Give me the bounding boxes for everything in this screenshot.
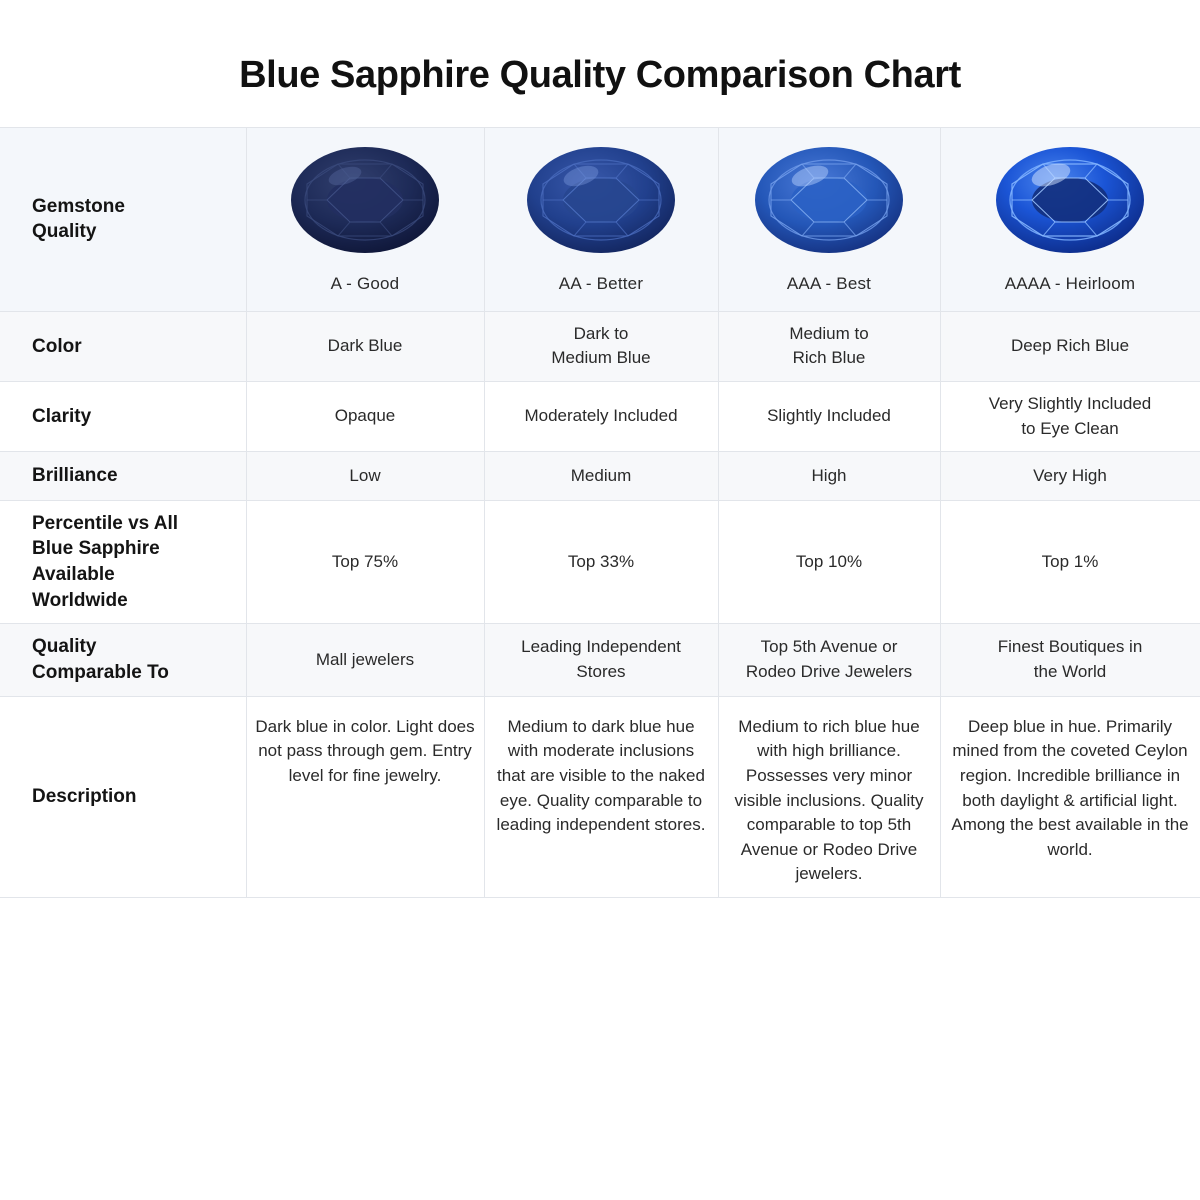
cell-brilliance-a: Low: [246, 452, 484, 501]
quality-comparable-label-line2: Comparable To: [32, 661, 169, 683]
gem-label-aaa: AAA - Best: [786, 274, 872, 293]
gem-cell-aaaa: [940, 128, 1200, 312]
cell-comparable-aaaa-line1: Finest Boutiques in: [997, 637, 1143, 657]
row-label-brilliance: Brilliance: [0, 452, 246, 501]
row-label-description: Description: [0, 696, 246, 897]
cell-percentile-aa: Top 33%: [484, 500, 718, 624]
cell-comparable-aa-line1: Leading Independent: [521, 637, 681, 657]
cell-comparable-aa-line2: Stores: [576, 661, 626, 681]
table-row-quality-comparable: [0, 624, 1200, 696]
cell-comparable-aa: [484, 624, 718, 696]
cell-percentile-aaaa: Top 1%: [940, 500, 1200, 624]
oval-sapphire-a-icon: [290, 146, 440, 254]
row-label-gemstone-quality: [0, 128, 246, 312]
gemstone-quality-label-line2: Quality: [32, 221, 97, 243]
cell-clarity-aaa: Slightly Included: [718, 381, 940, 451]
gem-label-a: A - Good: [330, 274, 400, 293]
gemstone-quality-label-line1: Gemstone: [32, 195, 125, 217]
gem-label-aaaa: AAAA - Heirloom: [1004, 274, 1136, 293]
cell-clarity-aaaa-line1: Very Slightly Included: [988, 393, 1152, 413]
cell-color-aaa-line2: Rich Blue: [792, 348, 866, 368]
cell-clarity-a: Opaque: [246, 381, 484, 451]
table-row-percentile: [0, 500, 1200, 624]
cell-brilliance-aaaa: Very High: [940, 452, 1200, 501]
cell-color-aa-line1: Dark to: [573, 323, 629, 343]
cell-color-aa: [484, 311, 718, 381]
gem-cell-aaa: [718, 128, 940, 312]
cell-description-aaaa: Deep blue in hue. Primarily mined from the coveted Ceylon region. Incredible brilliance in both daylight & artificial light. Among the best available in the world.: [940, 696, 1200, 897]
row-label-percentile: [0, 500, 246, 624]
cell-comparable-aaaa-line2: the World: [1033, 661, 1107, 681]
table-row-brilliance: [0, 452, 1200, 501]
page-title: Blue Sapphire Quality Comparison Chart: [239, 54, 961, 96]
table-row-gemstone-quality: [0, 128, 1200, 312]
gem-cell-a: [246, 128, 484, 312]
cell-color-aa-line2: Medium Blue: [551, 348, 651, 368]
cell-percentile-a: Top 75%: [246, 500, 484, 624]
quality-comparable-label-line1: Quality: [32, 636, 97, 658]
cell-color-aaaa: Deep Rich Blue: [940, 311, 1200, 381]
row-label-color: Color: [0, 311, 246, 381]
row-label-clarity: Clarity: [0, 381, 246, 451]
cell-brilliance-aa: Medium: [484, 452, 718, 501]
cell-comparable-aaa-line2: Rodeo Drive Jewelers: [745, 661, 913, 681]
cell-color-aaa: [718, 311, 940, 381]
row-label-quality-comparable: [0, 624, 246, 696]
table-row-description: [0, 696, 1200, 897]
cell-clarity-aaaa: [940, 381, 1200, 451]
cell-comparable-aaaa: [940, 624, 1200, 696]
oval-sapphire-aaaa-icon: [995, 146, 1145, 254]
cell-color-a: Dark Blue: [246, 311, 484, 381]
oval-sapphire-aaa-icon: [754, 146, 904, 254]
cell-percentile-aaa: Top 10%: [718, 500, 940, 624]
percentile-label-line2: Blue Sapphire: [32, 538, 160, 560]
gem-label-aa: AA - Better: [558, 274, 644, 293]
percentile-label-line1: Percentile vs All: [32, 512, 179, 534]
cell-comparable-aaa-line1: Top 5th Avenue or: [760, 637, 898, 657]
cell-clarity-aaaa-line2: to Eye Clean: [1021, 418, 1119, 438]
cell-color-aaa-line1: Medium to: [789, 323, 869, 343]
cell-clarity-aa: Moderately Included: [484, 381, 718, 451]
percentile-label-line3: Available: [32, 564, 115, 586]
gem-cell-aa: [484, 128, 718, 312]
cell-comparable-a: Mall jewelers: [246, 624, 484, 696]
percentile-label-line4: Worldwide: [32, 589, 128, 611]
cell-description-aaa: Medium to rich blue hue with high brilliance. Possesses very minor visible inclusions. Quality comparable to top 5th Avenue or Rodeo Drive jewelers.: [718, 696, 940, 897]
cell-description-aa: Medium to dark blue hue with moderate inclusions that are visible to the naked eye. Quality comparable to leading independent stores.: [484, 696, 718, 897]
oval-sapphire-aa-icon: [526, 146, 676, 254]
cell-brilliance-aaa: High: [718, 452, 940, 501]
quality-comparison-table: [0, 127, 1200, 898]
cell-description-a: Dark blue in color. Light does not pass through gem. Entry level for fine jewelry.: [246, 696, 484, 897]
table-row-clarity: [0, 381, 1200, 451]
table-row-color: [0, 311, 1200, 381]
cell-comparable-aaa: [718, 624, 940, 696]
